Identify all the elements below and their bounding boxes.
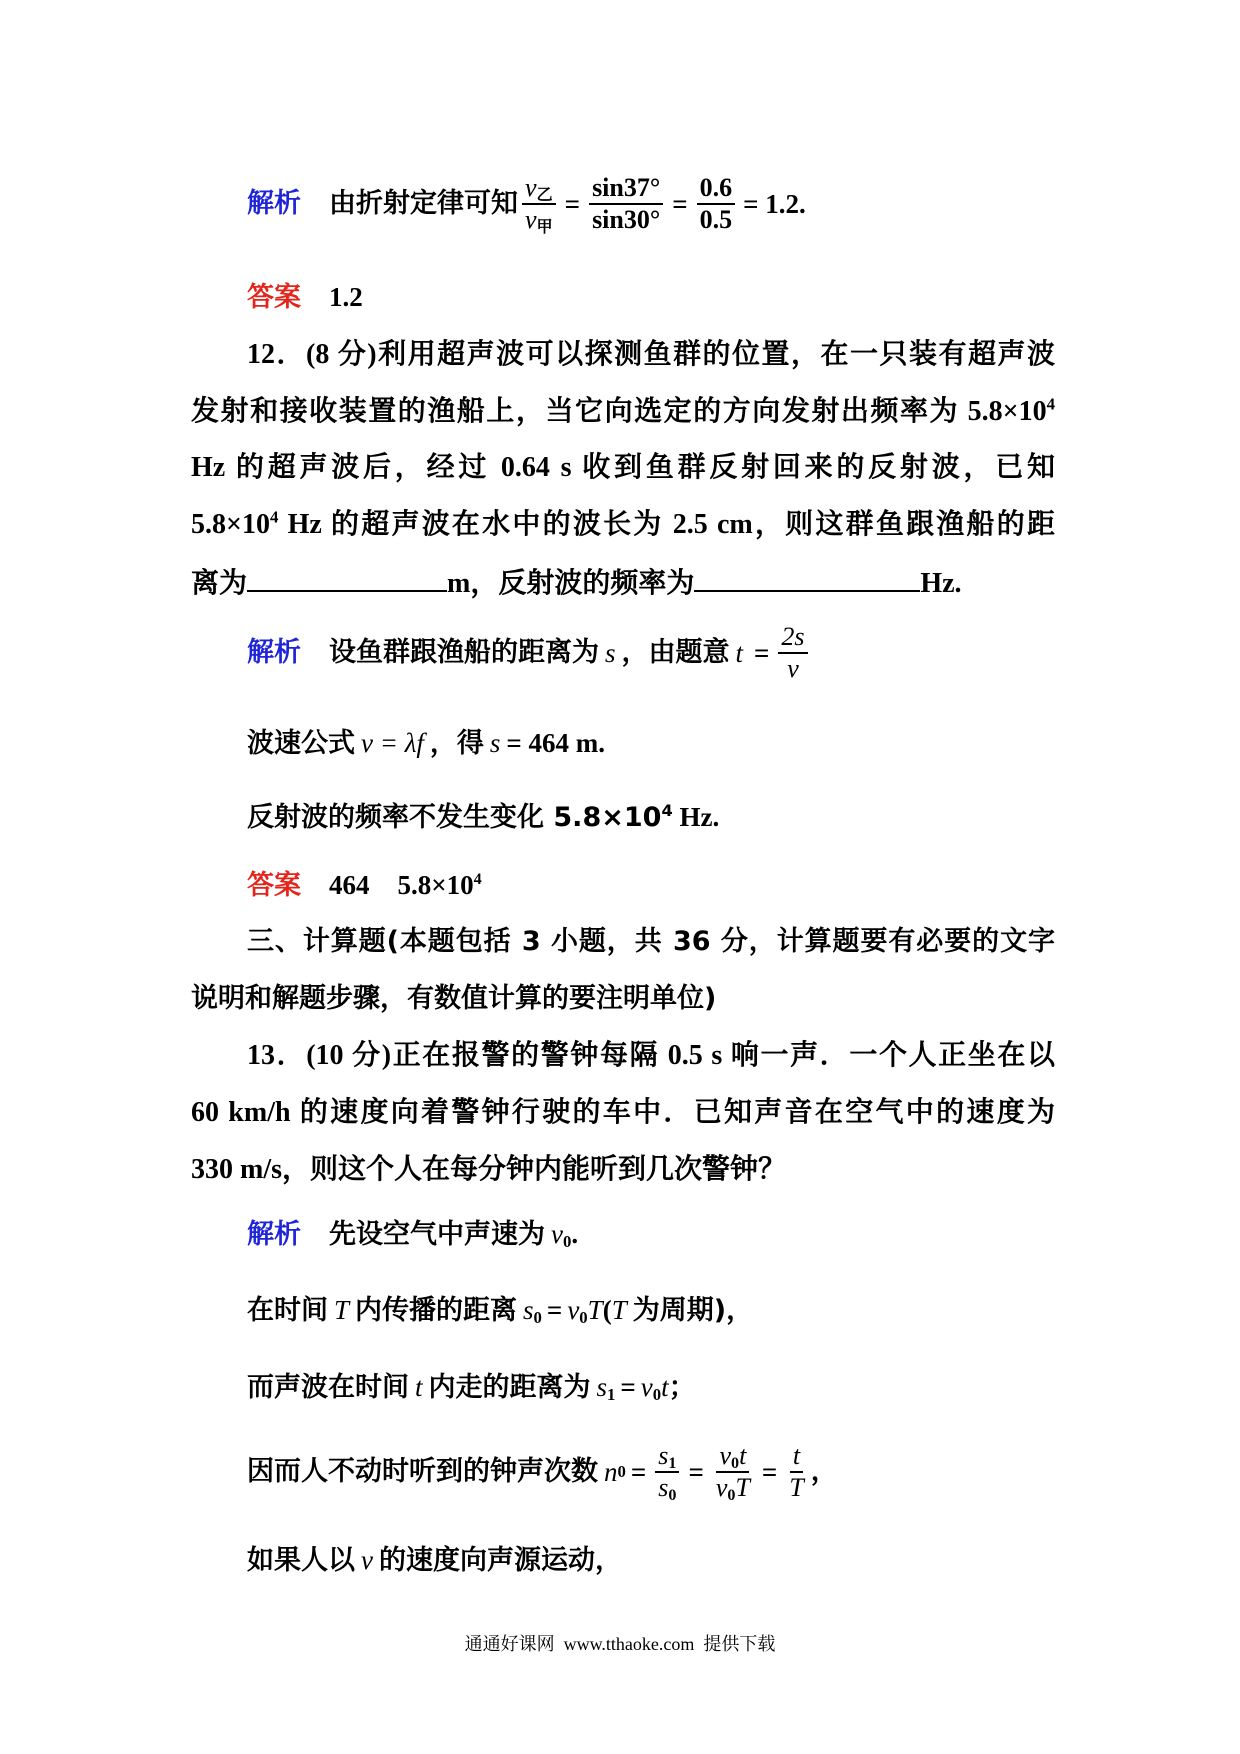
- solution-text: 如果人以: [247, 1545, 355, 1576]
- question-text: 利用超声波可以探测鱼群的位置，在一只装有超声波: [376, 339, 1055, 370]
- question-score: (8 分): [306, 339, 377, 370]
- solution-text: ，由题意: [621, 637, 730, 668]
- variable-s: s: [489, 728, 501, 758]
- time-fraction: [778, 622, 807, 684]
- speed-ratio-fraction: [522, 173, 556, 235]
- q13-question-line-1: [247, 1036, 1055, 1076]
- variable-T: T: [334, 1295, 350, 1325]
- subscript: 0: [579, 1308, 588, 1328]
- solution-result: = 1.2.: [743, 189, 806, 219]
- answer-blank-frequency: [694, 562, 920, 592]
- variable-t: t: [415, 1372, 423, 1402]
- fraction-numerator: [716, 1441, 749, 1473]
- answer-label: 答案: [247, 870, 301, 901]
- question-text: Hz.: [920, 568, 962, 599]
- fraction-denominator: [713, 1473, 753, 1503]
- variable-s: s: [658, 1441, 669, 1470]
- variable-v: v: [361, 1545, 373, 1575]
- subscript: 1: [668, 1455, 677, 1473]
- subscript: 甲: [536, 219, 553, 237]
- variable-s: s: [658, 1473, 669, 1502]
- solution-text: 反射波的频率不发生变化 5.8×10: [247, 802, 662, 833]
- section-heading-line-1: [247, 922, 1055, 962]
- q13-solution-line-2: [247, 1290, 753, 1331]
- value-fraction: [697, 173, 736, 235]
- equals-sign: =: [564, 189, 581, 219]
- q13-solution-line-1: [247, 1214, 578, 1255]
- answer-blank-distance: [247, 562, 447, 592]
- fraction-denominator: 0.5: [699, 205, 733, 234]
- time-period-fraction: [786, 1441, 806, 1503]
- equals-sign: =: [620, 1372, 636, 1402]
- subscript: 0: [668, 1487, 677, 1505]
- question-text: 60 km/h 的速度向着警钟行驶的车中．已知声音在空气中的速度为: [191, 1097, 1055, 1128]
- question-text: 发射和接收装置的渔船上，当它向选定的方向发射出频率为 5.8×10: [191, 396, 1047, 427]
- fraction-denominator: v: [787, 654, 799, 683]
- variable-t: t: [735, 638, 744, 668]
- question-text: m，反射波的频率为: [447, 568, 695, 599]
- answer-value-distance: 464: [329, 870, 370, 900]
- speed-time-fraction: [713, 1441, 753, 1503]
- equals-sign: =: [546, 1295, 563, 1325]
- fraction-numerator: sin37°: [589, 173, 663, 205]
- question-text: Hz 的超声波后，经过 0.64 s 收到鱼群反射回来的反射波，已知: [191, 452, 1055, 483]
- wave-speed-formula: v = λf: [361, 728, 424, 758]
- punctuation: ；: [668, 1372, 696, 1403]
- variable-n: n: [604, 1457, 618, 1487]
- fraction-numerator: 0.6: [697, 173, 736, 205]
- variable-T: T: [611, 1295, 627, 1325]
- fraction-numerator: [655, 1441, 679, 1473]
- solution-result: = 464 m.: [506, 728, 606, 758]
- section-heading-line-2: [191, 979, 716, 1019]
- q12-question-line-4: [191, 505, 1055, 545]
- exponent: 4: [1046, 394, 1055, 414]
- section-heading: 三、计算题(本题包括 3 小题，共 36 分，计算题要有必要的文字: [247, 926, 1055, 957]
- variable-s: s: [596, 1372, 608, 1402]
- q12-question-line-2: [191, 392, 1055, 432]
- subscript: 0: [652, 1385, 662, 1405]
- q12-solution-line-1: [247, 620, 812, 686]
- variable-v: v: [640, 1372, 653, 1402]
- question-text: 离为: [191, 568, 248, 599]
- answer-value-frequency: 5.8×10: [397, 870, 474, 900]
- answer-label: 答案: [247, 282, 301, 313]
- solution-text: 在时间: [247, 1295, 328, 1326]
- sine-ratio-fraction: [589, 173, 663, 235]
- solution-text: 先设空气中声速为: [329, 1219, 545, 1250]
- q13-solution-line-3: [247, 1367, 696, 1408]
- fraction-numerator: 2s: [778, 622, 807, 654]
- q12-answer-line: [247, 865, 482, 906]
- q13-solution-line-4: 因而人不动时听到的钟声次数 n 0 = $\frac{s_1}{s_0}$ = $\frac{v_0t}{v_0T}$ = $\frac{t}{T}$ ，: [247, 1441, 838, 1505]
- solution-text: 的速度向声源运动，: [378, 1545, 622, 1576]
- variable-T: T: [587, 1295, 603, 1325]
- fraction-denominator: [522, 205, 556, 235]
- question-text: 330 m/s，则这个人在每分钟内能听到几次警钟？: [191, 1154, 787, 1185]
- distance-ratio-fraction: [655, 1441, 679, 1503]
- solution-text: 因而人不动时听到的钟声次数: [247, 1456, 598, 1487]
- equals-sign: =: [672, 189, 688, 219]
- variable-v: v: [525, 173, 537, 202]
- q13-solution-line-5: [247, 1540, 622, 1581]
- variable-t: t: [739, 1441, 747, 1470]
- equals-sign: =: [761, 1457, 778, 1487]
- question-score: (10 分): [306, 1040, 392, 1071]
- subscript: 乙: [536, 187, 553, 205]
- question-text: 正在报警的警钟每隔 0.5 s 响一声．一个人正坐在以: [391, 1040, 1055, 1071]
- q12-solution-line-3: [247, 797, 719, 838]
- subscript: 1: [607, 1385, 616, 1405]
- analysis-label: 解析: [247, 637, 301, 668]
- variable-v: v: [525, 205, 537, 234]
- subscript: 0: [533, 1308, 542, 1328]
- unit: Hz.: [672, 802, 720, 832]
- question-text: 5.8×10: [191, 509, 270, 540]
- fraction-denominator: T: [789, 1473, 804, 1502]
- q13-question-line-3: [191, 1150, 786, 1190]
- variable-v: v: [551, 1219, 563, 1249]
- exponent: 4: [473, 870, 482, 888]
- answer-value: 1.2: [329, 282, 363, 312]
- q11-answer-line: [247, 277, 363, 318]
- solution-text: 内走的距离为: [428, 1372, 591, 1403]
- equals-sign: =: [630, 1457, 647, 1487]
- fraction-denominator: [655, 1473, 679, 1503]
- parenthesis: (: [602, 1295, 612, 1325]
- variable-v: v: [719, 1441, 731, 1470]
- question-number: 13．: [247, 1040, 307, 1071]
- analysis-label: 解析: [247, 188, 301, 219]
- variable-v: v: [715, 1473, 728, 1502]
- q12-solution-line-2: [247, 723, 605, 764]
- equals-sign: =: [754, 638, 770, 668]
- question-text: Hz 的超声波在水中的波长为 2.5 cm，则这群鱼跟渔船的距: [278, 509, 1055, 540]
- subscript: 0: [731, 1455, 740, 1473]
- solution-text: 波速公式: [247, 728, 355, 759]
- equals-sign: =: [688, 1457, 704, 1487]
- q12-question-line-1: [247, 335, 1055, 375]
- solution-text: 内传播的距离: [355, 1295, 518, 1326]
- exponent: 4: [661, 801, 673, 820]
- variable-t: t: [661, 1372, 669, 1402]
- subscript: 0: [562, 1232, 572, 1252]
- analysis-label: 解析: [247, 1219, 301, 1250]
- variable-v: v: [567, 1295, 580, 1325]
- solution-text: 而声波在时间: [247, 1372, 409, 1403]
- solution-text: 设鱼群跟渔船的距离为: [329, 637, 599, 668]
- subscript: 0: [727, 1487, 736, 1505]
- section-heading: 说明和解题步骤，有数值计算的要注明单位): [191, 983, 717, 1014]
- q11-solution-line: [247, 172, 806, 236]
- solution-text: 由折射定律可知: [329, 188, 518, 219]
- fraction-numerator: [522, 173, 556, 205]
- punctuation: ，: [810, 1456, 838, 1487]
- solution-text: ，得: [429, 728, 484, 759]
- page-footer: 通通好课网 www.tthaoke.com 提供下载: [464, 1634, 776, 1654]
- q13-question-line-2: [191, 1093, 1055, 1133]
- q12-question-line-3: [191, 448, 1055, 488]
- variable-s: s: [523, 1295, 534, 1325]
- variable-s: s: [605, 638, 616, 668]
- exponent: 4: [269, 507, 279, 527]
- fraction-numerator: t: [790, 1441, 803, 1473]
- question-number: 12．: [247, 339, 306, 370]
- fraction-denominator: sin30°: [592, 205, 661, 234]
- period-mark: .: [571, 1219, 579, 1249]
- q12-question-line-5: [191, 562, 962, 604]
- solution-text: 为周期)，: [632, 1295, 754, 1326]
- variable-T: T: [735, 1473, 750, 1502]
